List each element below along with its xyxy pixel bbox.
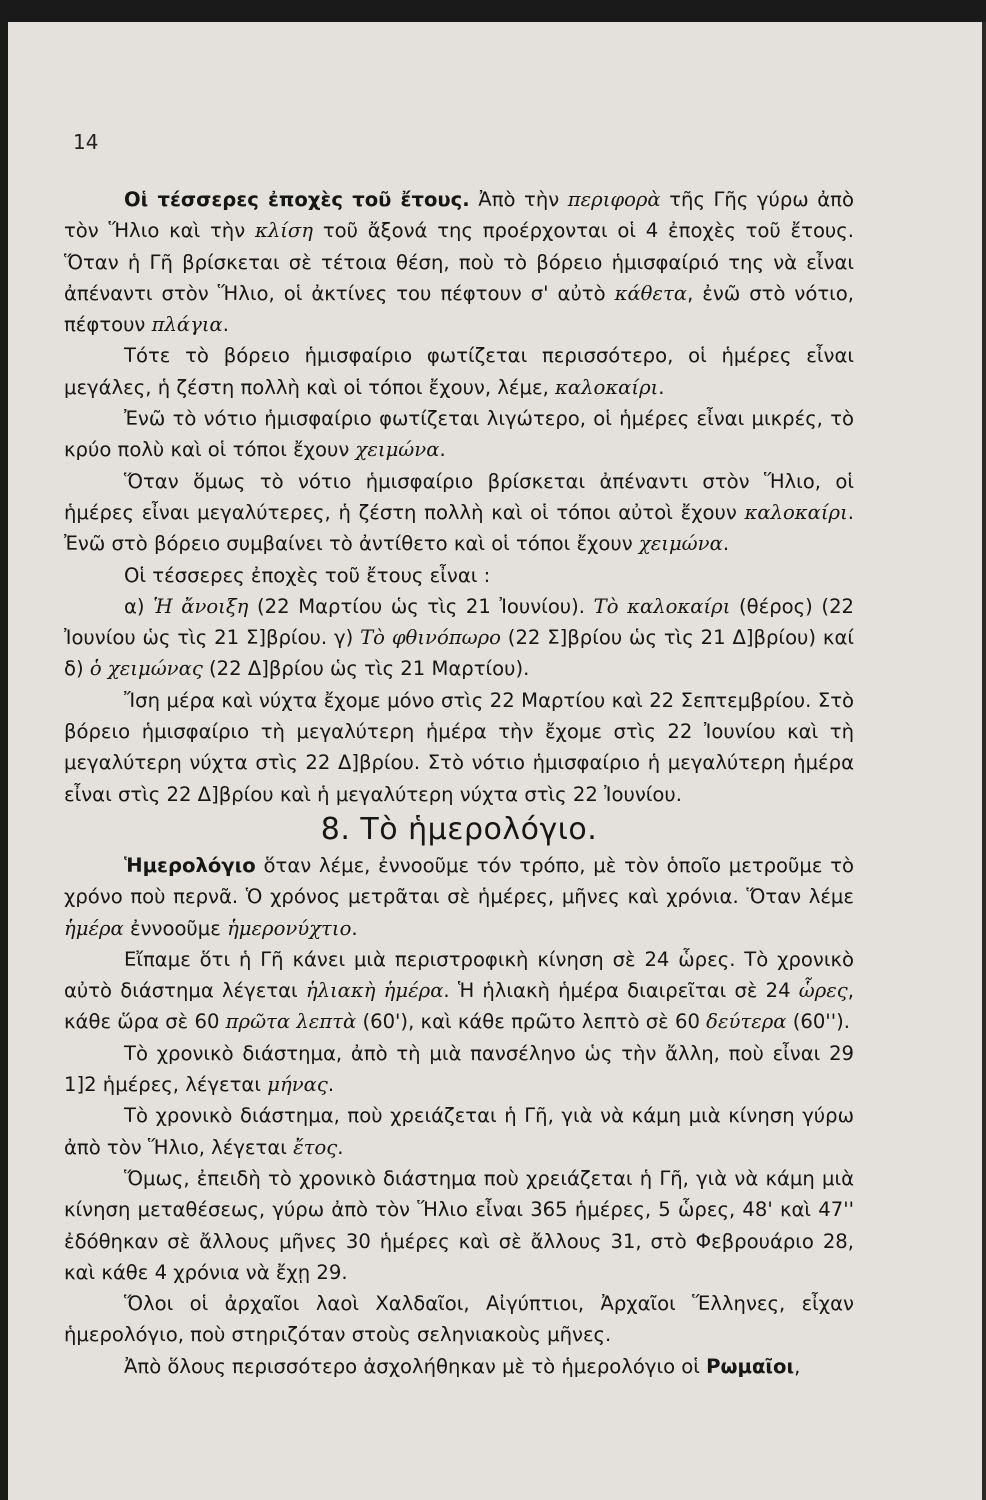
paragraph [64, 591, 854, 685]
paragraph [64, 340, 854, 403]
paragraph [64, 944, 854, 1038]
paragraph [64, 850, 854, 944]
text: . [222, 313, 229, 337]
italic-term: ἡλιακὴ ἡμέρα [305, 979, 444, 1003]
text: Εἴπαμε ὅτι ἡ Γῆ κάνει μιὰ περιστροφικὴ κίνηση σὲ 24 ὧρες. Τὸ χρονικὸ αὐτὸ διάστημα λέγεται [64, 947, 854, 1003]
text: . [439, 438, 446, 462]
paragraph: Ὅμως, ἐπειδὴ τὸ χρονικὸ διάστημα ποὺ χρειάζεται ἡ Γῆ, γιὰ νὰ κάμη μιὰ κίνηση μεταθέσεως, γύρω ἀπὸ τὸν Ἥλιο εἶναι 365 ἡμέρες, 5 ὧρες, 48' καὶ 47'' ἐδόθηκαν σὲ ἄλλους μῆνες 30 ἡμέρες καὶ σὲ ἄλλους 31, στὸ Φεβρουάριο 28, καὶ κάθε 4 χρόνια νὰ ἔχῃ 29. [64, 1166, 854, 1284]
italic-term: μήνας [267, 1073, 328, 1097]
italic-term: ἡμέρα [64, 916, 124, 940]
paragraph [64, 1038, 854, 1101]
text: α) [124, 594, 154, 618]
text: Ἀπὸ τὴν [469, 188, 568, 211]
text: Ἀπὸ ὅλους περισσότερο ἀσχολήθηκαν μὲ τὸ ἡμερολόγιο οἱ [124, 1354, 707, 1378]
text: (60'), καὶ κάθε πρῶτο λεπτὸ σὲ 60 [356, 1010, 707, 1034]
italic-term: χειμώνα [355, 438, 440, 462]
page-content [64, 184, 854, 1382]
italic-term: ἡμερονύχτιο [227, 916, 352, 940]
paragraph: Ὅλοι οἱ ἀρχαῖοι λαοὶ Χαλδαῖοι, Αἰγύπτιοι, Ἀρχαῖοι Ἕλληνες, εἶχαν ἡμερολόγιο, ποὺ στηριζόταν στοὺς σεληνιακοὺς μῆνες. [64, 1292, 854, 1347]
italic-term: πρῶτα λεπτὰ [225, 1010, 357, 1034]
italic-term: χειμώνα [638, 532, 723, 556]
paragraph [64, 1351, 854, 1382]
paragraph [64, 184, 854, 340]
italic-term: καλοκαίρι [744, 500, 848, 524]
text: Τὸ χρονικὸ διάστημα, ποὺ χρειάζεται ἡ Γῆ, γιὰ νὰ κάμη μιὰ κίνηση γύρω ἀπὸ τὸν Ἥλιο, λέγεται [64, 1104, 854, 1159]
page-number: 14 [73, 130, 99, 154]
text: . [337, 1135, 344, 1159]
text: . [658, 375, 665, 399]
text: . [327, 1073, 335, 1097]
italic-term: καλοκαίρι [555, 375, 659, 399]
italic-term: Τὸ καλοκαίρι [593, 594, 731, 618]
bold-term: Ἡμερολόγιο [124, 853, 256, 877]
text: Ὅταν ὅμως τὸ νότιο ἡμισφαίριο βρίσκεται ἀπέναντι στὸν Ἥλιο, οἱ ἡμέρες εἶναι μεγαλύτερες, ἡ ζέστη πολλὴ καὶ οἱ τόποι αὐτοὶ ἔχουν [64, 469, 854, 524]
italic-term: περιφορὰ [567, 188, 661, 211]
text: τοῦ ἄξονά της προέρχονται οἱ 4 ἐποχὲς τοῦ ἔτους. Ὅταν ἡ Γῆ βρίσκεται σὲ τέτοια θέση, ποὺ τὸ βόρειο ἡμισφαίριό της νὰ εἶναι ἀπέναντι στὸν Ἥλιο, οἱ ἀκτίνες του πέφτουν σ' αὐτὸ [64, 219, 854, 305]
italic-term: Τὸ φθινόπωρο [360, 626, 501, 650]
italic-term: κάθετα [614, 281, 688, 305]
paragraph [64, 466, 854, 560]
text: (22 Δ]βρίου ὡς τὶς 21 Μαρτίου). [202, 657, 530, 681]
text: ὅταν λέμε, ἐννοοῦμε τόν τρόπο, μὲ τὸν ὁποῖο μετροῦμε τὸ χρόνο ποὺ περνᾶ. Ὁ χρόνος μετρᾶται σὲ ἡμέρες, μῆνες καὶ χρόνια. Ὅταν λέμε [64, 853, 854, 909]
paragraph: Ἴση μέρα καὶ νύχτα ἔχομε μόνο στὶς 22 Μαρτίου καὶ 22 Σεπτεμβρίου. Στὸ βόρειο ἡμισφαίριο τὴ μεγαλύτερη ἡμέρα τὴν ἔχομε στὶς 22 Ἰουνίου καὶ τὴ μεγαλύτερη νύχτα στὶς 22 Δ]βρίου. Στὸ νότιο ἡμισφαίριο ἡ μεγαλύτερη ἡμέρα εἶναι στὶς 22 Δ]βρίου καὶ ἡ μεγαλύτερη νύχτα στὶς 22 Ἰουνίου. [64, 688, 854, 806]
text: . [722, 532, 730, 556]
paragraph [64, 1100, 854, 1163]
text: . Ἐνῶ στὸ βόρειο συμβαίνει τὸ ἀντίθετο καὶ οἱ τόποι ἔχουν [64, 500, 854, 556]
text: , ἐνῶ στὸ νότιο, πέφτουν [64, 281, 855, 337]
paragraph [64, 403, 854, 466]
section-title: 8. Τὸ ἡμερολόγιο. [320, 811, 598, 847]
text: τῆς Γῆς γύρω ἀπὸ τὸν Ἥλιο καὶ τὴν [64, 188, 854, 243]
italic-term: δεύτερα [706, 1010, 787, 1034]
italic-term: πλάγια [151, 313, 223, 337]
text: (22 Μαρτίου ὡς τὶς 21 Ἰουνίου). [248, 594, 594, 618]
bold-term: Ρωμαῖοι [706, 1354, 795, 1378]
text: . Ἡ ἡλιακὴ ἡμέρα διαιρεῖται σὲ 24 [443, 979, 799, 1003]
text: ἐννοοῦμε [123, 916, 228, 940]
italic-term: Ἡ ἄνοιξη [153, 594, 249, 618]
text: Ἐνῶ τὸ νότιο ἡμισφαίριο φωτίζεται λιγώτερο, οἱ ἡμέρες εἶναι μικρές, τὸ κρύο πολὺ καὶ οἱ τόποι ἔχουν [64, 407, 854, 462]
text: Τὸ χρονικὸ διάστημα, ἀπὸ τὴ μιὰ πανσέληνο ὡς τὴν ἄλλη, ποὺ εἶναι 29 1]2 ἡμέρες, λέγεται [64, 1041, 854, 1097]
text: Τότε τὸ βόρειο ἡμισφαίριο φωτίζεται περισσότερο, οἱ ἡμέρες εἶναι μεγάλες, ἡ ζέστη πολλὴ καὶ οἱ τόποι ἔχουν, λέμε, [64, 344, 854, 399]
text: , κάθε ὥρα σὲ 60 [64, 979, 854, 1034]
italic-term: ὁ χειμώνας [89, 657, 203, 681]
text: (22 Σ]βρίου ὡς τὶς 21 Δ]βρίου) καί δ) [64, 626, 855, 681]
italic-term: κλίση [254, 219, 314, 243]
page-edge-shadow [982, 22, 986, 1500]
text: (60''). [786, 1010, 850, 1034]
text: , [794, 1354, 801, 1378]
section-heading: Οἱ τέσσερες ἐποχὲς τοῦ ἔτους. [124, 188, 470, 211]
italic-term: ὧρες [798, 979, 848, 1003]
italic-term: ἔτος [293, 1135, 338, 1159]
text: (θέρος) (22 Ἰουνίου ὡς τὶς 21 Σ]βρίου. γ) [64, 594, 854, 650]
text: . [351, 916, 358, 940]
paragraph: Οἱ τέσσερες ἐποχὲς τοῦ ἔτους εἶναι : [124, 563, 491, 587]
book-page [8, 22, 986, 1500]
